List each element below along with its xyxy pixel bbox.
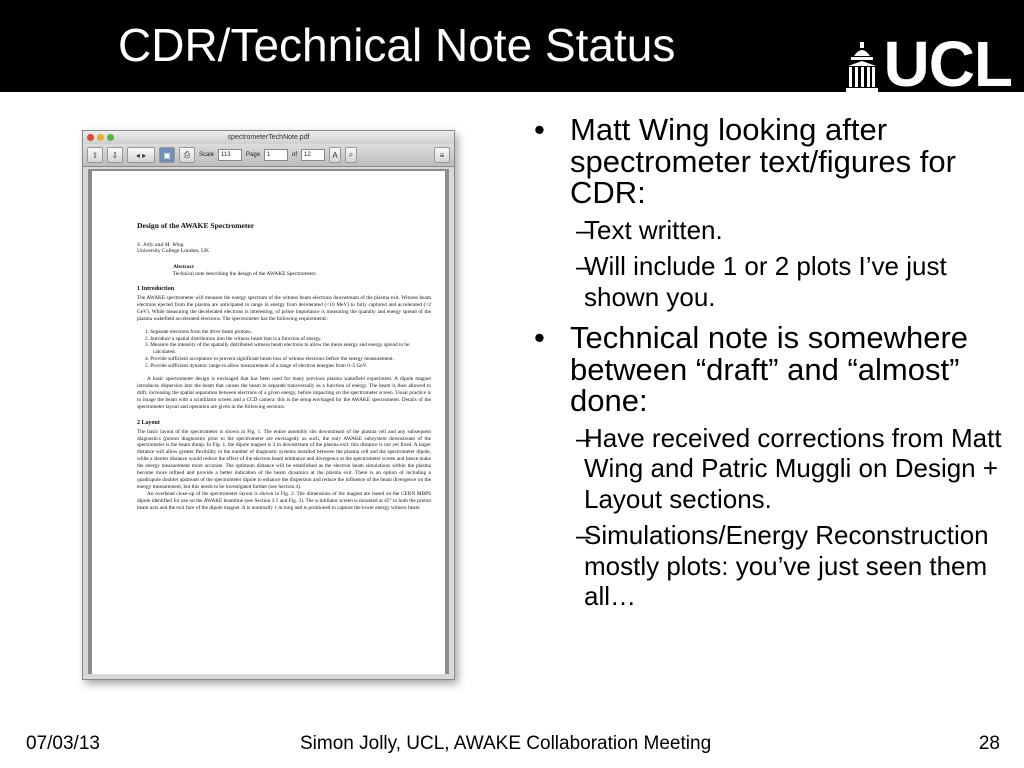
- document-page: [92, 171, 445, 674]
- zoom-dot-icon: [107, 134, 114, 141]
- doc-paragraph: A basic spectrometer design is envisaged that has been used for many previous plasma wakefield experiment. A dipole magnet introduces dispersion into the beam that causes the beam to separate transversally as a function of energy. The beam is then allowed to drift, increasing the spatial separation between electrons of a given energy, before impacting on the spectrometer screen. Usual practice is to image the beam with a scintillator screen and a CCD camera: this is the setup envisaged for the AWAKE spectrometer. Details of the spectrometer layout and operation are given in the following sections.: [137, 376, 431, 410]
- pdf-viewer-screenshot: [82, 130, 455, 680]
- text-tool-icon: A: [329, 147, 341, 163]
- sub-bullet-item: – Text written.: [532, 215, 1002, 246]
- doc-abstract-heading: Abstract: [173, 264, 194, 270]
- slide-title: CDR/Technical Note Status: [118, 19, 676, 71]
- list-item: 2. Introduce a spatial distribution into the witness beam that is a function of energy.: [145, 335, 322, 342]
- bullet-item: • Matt Wing looking after spectrometer text/figures for CDR:: [532, 114, 1002, 209]
- doc-abstract: Technical note describing the design of the AWAKE Spectrometer.: [173, 271, 317, 277]
- page-label: Page: [246, 152, 261, 158]
- doc-institution: University College London, UK: [137, 248, 210, 254]
- footer-center: Simon Jolly, UCL, AWAKE Collaboration Meeting: [300, 733, 712, 754]
- doc-section-heading: 2 Layout: [137, 419, 160, 426]
- back-forward-icon: ◂ ▸: [127, 147, 155, 163]
- doc-requirements-list: [145, 329, 431, 370]
- doc-section-heading: 1 Introduction: [137, 286, 175, 292]
- down-arrow-icon: ⇩: [107, 147, 123, 163]
- up-arrow-icon: ⇧: [87, 147, 103, 163]
- print-icon: ⎙: [179, 147, 195, 163]
- list-item: 1. Separate electrons from the drive beam protons.: [145, 328, 252, 335]
- of-label: of: [292, 152, 298, 158]
- scale-label: Scale: [199, 152, 215, 158]
- doc-authors: S. Jolly and M. Wing: [137, 242, 184, 248]
- minimize-dot-icon: [97, 134, 104, 141]
- scale-field: 113: [218, 149, 242, 161]
- doc-paragraph: The AWAKE spectrometer will measure the energy spectrum of the witness beam electrons downstream of the plasma exit. Witness beam electrons ejected from the plasma are anticipated to range in energy from decelerated (<10 MeV) to fully captured and accelerated (>2 GeV). While measuring the decelerated electrons is interesting, of prime importance is measuring the quantity and energy spread of the plasma wakefield accelerated electrons. The spectrometer has the following requirements:: [137, 295, 431, 322]
- viewer-titlebar: [83, 131, 454, 144]
- list-item: 3. Measure the intensity of the spatially distributed witness beam electrons to allow the mean energy and energy spread to be calculated.: [145, 342, 410, 356]
- list-item: 4. Provide sufficient acceptance to prevent significant beam loss of witness electrons before the energy measurement.: [145, 356, 394, 363]
- page-field: 1: [264, 149, 288, 161]
- viewer-filename: spectrometerTechNote.pdf: [227, 134, 310, 141]
- viewer-content: [88, 169, 449, 674]
- sidebar-toggle-icon: ≡: [434, 147, 450, 163]
- viewer-toolbar: [83, 144, 454, 167]
- title-bar: [0, 0, 1024, 100]
- page-number: 28: [978, 733, 1000, 754]
- bullet-item: • Technical note is somewhere between “draft” and “almost” done:: [532, 322, 1002, 417]
- total-pages-field: 12: [301, 149, 325, 161]
- ucl-logo: [845, 28, 1012, 100]
- doc-paragraph: An overhead close-up of the spectrometer layout is shown in Fig. 2. The dimensions of the magnet are based on the CERN MBPS dipole identified for use on the AWAKE beamline (see Section 3.1 and Fig. 3). The scintillator screen is mounted at 45° to both the proton beam axis and the exit face of the dipole magnet. It is nominally 1 m long and is positioned to capture the lower energy witness beam: [137, 490, 431, 511]
- ucl-portico-icon: [845, 42, 879, 92]
- ucl-logo-text: UCL: [883, 28, 1012, 100]
- sub-bullet-item: – Simulations/Energy Reconstruction mostly plots: you’ve just seen them all…: [532, 520, 1002, 612]
- bullet-list: [532, 114, 1002, 618]
- close-dot-icon: [87, 134, 94, 141]
- sub-bullet-item: – Will include 1 or 2 plots I’ve just shown you.: [532, 251, 1002, 312]
- doc-paragraph: The basic layout of the spectrometer is shown in Fig. 1. The entire assembly sits downstream of the plasma cell and any subsequent diagnostics (proton diagnostics prior to the spectrometer are envisaged): as such, the only AWAKE subsystem downstream of the spectrometer is the beam dump. In Fig. 1, the dipole magnet is 2 m downstream of the plasma exit: this distance is not yet fixed. A larger distance will allow greater flexibility in the number of diagnostic systems installed between the plasma cell and the spectrometer dipole, while a shorter distance would reduce the effect of the electron beam emittance and divergence at the spectrometer screen and hence make the energy measurement more accurate. The optimum distance will be established as the electron beam simulations within the plasma become more refined and provide a better indication of the beam dynamics at the plasma exit. There is an option of including a quadrupole doublet upstream of the spectrometer dipole to enhance the dispersion and reduce the influence of the beam divergence on the energy measurement, but this needs to be investigated further (see Section 4).: [137, 428, 431, 490]
- footer-date: 07/03/13: [26, 733, 100, 754]
- doc-title: Design of the AWAKE Spectrometer: [137, 221, 255, 230]
- sub-bullet-item: – Have received corrections from Matt Wing and Patric Muggli on Design + Layout sections.: [532, 423, 1002, 515]
- toolbar-image-icon: ▣: [159, 147, 175, 163]
- list-item: 5. Provide sufficient dynamic range to allow measurement of a range of electron energies from 0–5 GeV.: [145, 363, 368, 370]
- zoom-icon: ⌕: [345, 147, 357, 163]
- window-controls: [87, 134, 114, 141]
